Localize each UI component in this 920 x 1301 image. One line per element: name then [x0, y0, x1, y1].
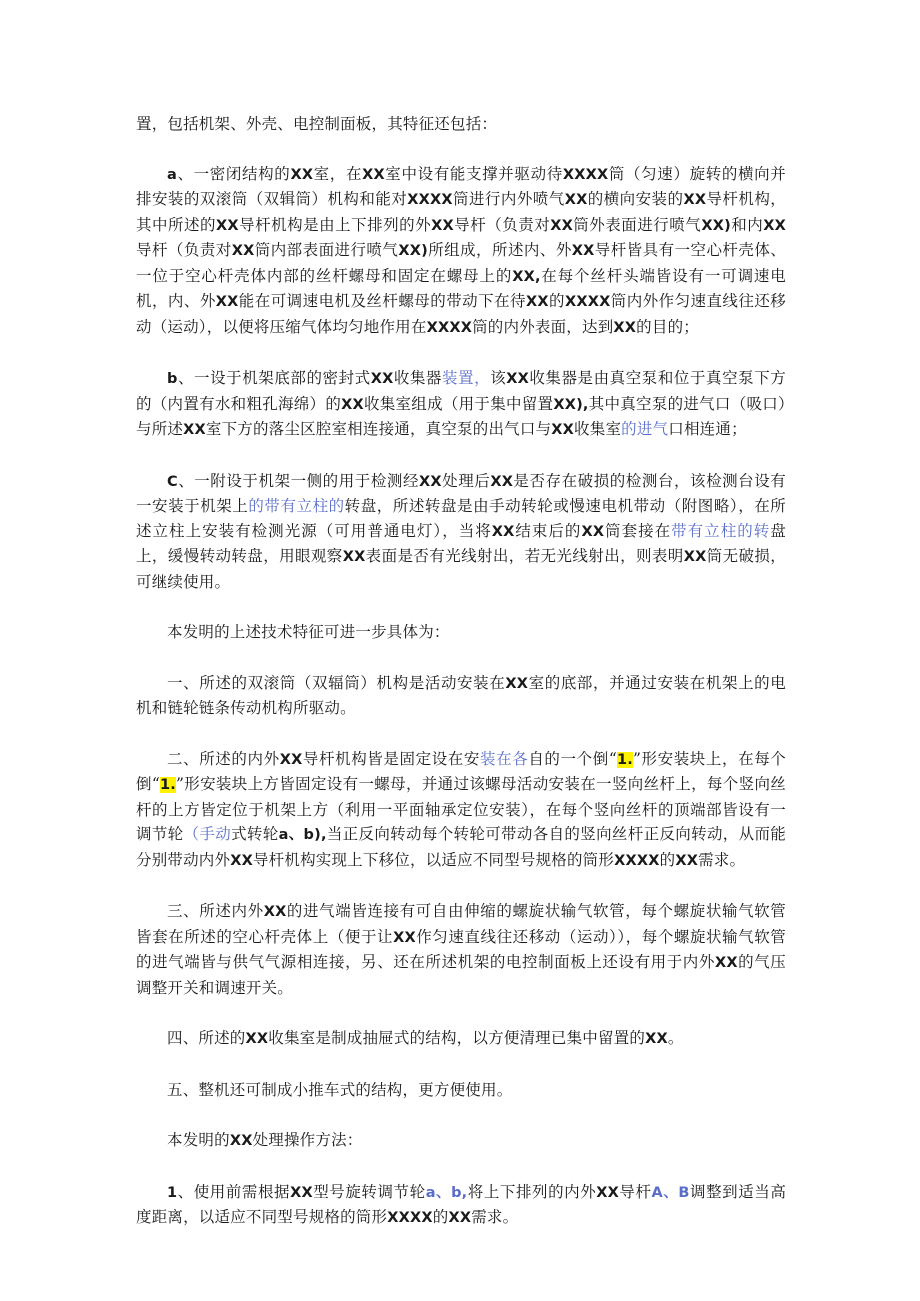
text: 收集室组成（用于集中留置 [363, 394, 554, 413]
text: 调整到适当高度距离，以适应不同型号规格的筒形 [136, 1182, 787, 1226]
paragraph-method-step-1 [136, 1180, 786, 1231]
placeholder-code: XX, [512, 268, 541, 285]
placeholder-code: XX [571, 243, 595, 259]
placeholder-code: XXXX [426, 319, 473, 336]
placeholder-code: XX [491, 523, 515, 540]
placeholder-code: XX [448, 1210, 472, 1226]
highlighted-text: 的进气 [621, 420, 669, 438]
text: 需求。 [698, 850, 746, 869]
text: 收集器是由真空泵和位于真空泵下方的（内置有水和粗孔海绵）的 [136, 369, 786, 413]
placeholder-code: XX [362, 166, 385, 183]
placeholder-code: XX [564, 192, 588, 208]
text: 和内 [730, 215, 764, 234]
text: 处理操作方法： [252, 1131, 363, 1149]
placeholder-code: a、b) [278, 827, 321, 843]
placeholder-code: XX [613, 319, 637, 336]
text: 的目的； [636, 317, 699, 336]
text: 五、整机还可制成小推车式的结构，更方便使用。 [167, 1080, 513, 1099]
text: 本发明的上述技术特征可进一步具体为： [167, 623, 450, 641]
text: 导杆（负责对 [453, 215, 551, 234]
text: 、使用前需根据 [177, 1182, 291, 1201]
text: 该 [490, 369, 507, 387]
text: 导杆机构，其中所述的 [136, 190, 786, 234]
text: 将上下排列的内外 [467, 1182, 597, 1201]
text: 转盘，所述转盘是由手动转轮或慢速电机带动（附图略），在所述立柱上安装有检测光源（可用普通电灯），当将 [136, 497, 786, 540]
highlighted-text: 装在各 [480, 749, 529, 768]
text: 导杆机构实现上下移位，以适应不同型号规格的筒形 [252, 850, 615, 869]
text: 收集室是制成抽屉式的结构，以方便清理已集中留置的 [268, 1029, 646, 1047]
text: 当正反向转动每个转轮可带动各自的竖向丝杆正反向转动，从而能分别带动内外 [136, 825, 787, 869]
text: 筒外表面进行喷气 [572, 215, 702, 234]
placeholder-code: XX [645, 1031, 668, 1047]
text: 三、所述内外 [167, 902, 264, 920]
item-marker: 1 [167, 1184, 178, 1201]
text: 的横向安装的 [587, 190, 684, 208]
placeholder-code: XX [419, 473, 442, 490]
yellow-highlight: 1. [616, 751, 633, 768]
text: 是否存在破损的检测台，该检测台设有一安装于机架上 [136, 471, 786, 515]
placeholder-code: XX [506, 371, 530, 387]
text: 置，包括机架、外壳、电控制面板，其特征还包括： [136, 115, 498, 133]
text: 室下方的落尘区腔室相连接通，真空泵的出气口与 [205, 420, 552, 438]
text: 二、所述的内外 [167, 749, 280, 768]
text: 导杆（负责对 [136, 241, 232, 259]
text: 收集室 [574, 420, 622, 438]
text: 结束后的 [514, 521, 582, 540]
text: 筒进行内外喷气 [452, 190, 565, 208]
placeholder-code: XX [393, 929, 416, 946]
text: 表面是否有光线射出，若无光线射出，则表明 [365, 547, 684, 565]
text: 需求。 [471, 1208, 519, 1226]
placeholder-code: XXXX [564, 294, 611, 310]
placeholder-code: XX [581, 523, 605, 540]
text: 室的底部，并通过安装在机架上的电机和链轮链条传动机构所驱动。 [136, 673, 787, 717]
placeholder-code: XX) [701, 217, 731, 234]
placeholder-code: XX [230, 852, 253, 869]
placeholder-code: XX [290, 1184, 313, 1201]
text: 筒内外作匀速直线往还移动（运动），以便将压缩气体均匀地作用在 [136, 292, 786, 336]
text: 型号旋转调节轮 [312, 1182, 426, 1201]
placeholder-code: XX [596, 1184, 620, 1201]
text: 。 [667, 1029, 684, 1047]
text: , [320, 827, 327, 843]
paragraph-method-heading [136, 1128, 786, 1154]
placeholder-code: XX [714, 955, 738, 971]
placeholder-code: XX [216, 217, 239, 234]
placeholder-code: XX [231, 243, 255, 259]
text: 导杆皆具有一空心杆壳体、一位于空心杆壳体内部的丝杆螺母和固定在螺母上的 [136, 241, 786, 285]
placeholder-code: XX [342, 549, 366, 565]
paragraph-c [136, 469, 786, 595]
text: 作匀速直线往还移动（运动）），每个螺旋状输气软管的进气端皆与供气气源相连接，另、还在所述机架的电控制面板上还设有用于内外 [136, 927, 786, 971]
text: 处理后 [441, 471, 491, 490]
text: , [582, 396, 589, 413]
text: 筒的内外表面，达到 [472, 317, 614, 336]
paragraph-intro [136, 112, 786, 137]
text: 筒（匀速）旋转的横向并排安装的双滚筒（双辑筒）机构和能对 [136, 164, 786, 208]
text: 能在可调速电机及丝杆螺母的带动下在待 [238, 292, 526, 310]
placeholder-code: XX [341, 396, 364, 413]
placeholder-code: XX [215, 294, 239, 310]
text: 筒套接在 [604, 521, 672, 540]
text: 导杆 [619, 1182, 652, 1201]
paragraph-feature-3 [136, 899, 786, 1000]
text: 导杆机构皆是固定设在安 [302, 749, 481, 768]
text: 所组成，所述内、外 [427, 241, 572, 259]
text: ”形安装块上方皆固定设有一螺母，并通过该螺母活动安装在一竖向丝杆上，每个竖向丝杆的上方皆定位于机架上方（利用一平面轴承定位安装），在每个竖向丝杆的顶端部皆设有一调节轮 [136, 775, 786, 843]
highlighted-text: 带有立柱的转 [671, 521, 771, 540]
placeholder-code: XXXX [562, 166, 609, 183]
paragraph-feature-2 [136, 747, 786, 874]
text: 收集器 [393, 369, 442, 387]
placeholder-code: XX [675, 852, 699, 869]
text: 的 [548, 292, 565, 310]
placeholder-code: XX [290, 166, 314, 183]
yellow-highlight: 1. [159, 777, 176, 793]
placeholder-code: XX [370, 371, 394, 387]
text: 本发明的 [167, 1131, 230, 1149]
text: 四、所述的 [167, 1029, 246, 1047]
text: 一、所述的双滚筒（双辐筒）机构是活动安装在 [167, 673, 506, 692]
highlighted-text: 装置， [442, 369, 491, 387]
text: 的 [432, 1208, 449, 1226]
placeholder-code: XX) [553, 396, 583, 413]
text: 的 [659, 850, 676, 869]
placeholder-code: XXXX [387, 1210, 433, 1226]
text: 的气压调整开关和调速开关。 [136, 953, 786, 997]
placeholder-code: XX [683, 192, 707, 208]
text: 口相连通； [668, 420, 747, 438]
text: 式转轮 [231, 825, 279, 843]
text: 其中真空泵的进气口（吸口）与所述 [136, 394, 786, 438]
paragraph-feature-4 [136, 1026, 786, 1052]
placeholder-code: XX [263, 904, 287, 920]
text: 、一设于机架底部的密封式 [177, 369, 371, 387]
placeholder-code: XX [505, 675, 529, 692]
highlighted-text: （手动 [183, 825, 232, 843]
highlighted-text: a、b, [425, 1184, 468, 1201]
text: 在每个丝杆头端皆设有一可调速电机，内、外 [136, 266, 786, 310]
placeholder-code: XX [245, 1031, 269, 1047]
paragraph-feature-1 [136, 671, 786, 721]
text: 筒内部表面进行喷气 [254, 241, 399, 259]
item-marker: a [167, 166, 177, 183]
text: 筒无破损，可继续使用。 [136, 547, 786, 591]
text: 导杆机构是由上下排列的外 [238, 215, 432, 234]
item-marker: C [167, 473, 178, 490]
placeholder-code: XXXX [614, 852, 660, 869]
paragraph-b [136, 366, 786, 443]
highlighted-text: A、B [651, 1184, 690, 1201]
text: 、一附设于机架一侧的用于检测经 [177, 471, 420, 490]
document-page [136, 112, 786, 1231]
placeholder-code: XX [229, 1133, 253, 1149]
placeholder-code: XX [763, 217, 786, 234]
placeholder-code: XX [183, 422, 206, 438]
placeholder-code: XX [279, 751, 303, 768]
placeholder-code: XX [550, 217, 573, 234]
text: 的进气端皆连接有可自由伸缩的螺旋状输气软管，每个螺旋状输气软管皆套在所述的空心杆壳体上（便于让 [136, 902, 786, 946]
highlighted-text: 的带有立柱的 [248, 497, 345, 515]
placeholder-code: XXXX [407, 192, 453, 208]
placeholder-code: XX) [398, 243, 428, 259]
text: ”形安装块上，在每个倒“ [136, 749, 787, 793]
paragraph-feature-5 [136, 1078, 786, 1103]
text: 室，在 [313, 164, 363, 183]
text: 、一密闭结构的 [177, 164, 291, 183]
text: 室中设有能支撑并驱动待 [384, 164, 563, 183]
placeholder-code: XX [490, 473, 514, 490]
text: 盘上，缓慢转动转盘，用眼观察 [136, 521, 786, 565]
text: 自的一个倒“ [528, 749, 617, 768]
paragraph-a [136, 162, 786, 341]
placeholder-code: XX [525, 294, 549, 310]
placeholder-code: XX [431, 217, 454, 234]
paragraph-summary-heading [136, 620, 786, 645]
item-marker: b [167, 371, 178, 387]
placeholder-code: XX [683, 549, 707, 565]
placeholder-code: XX [551, 422, 575, 438]
